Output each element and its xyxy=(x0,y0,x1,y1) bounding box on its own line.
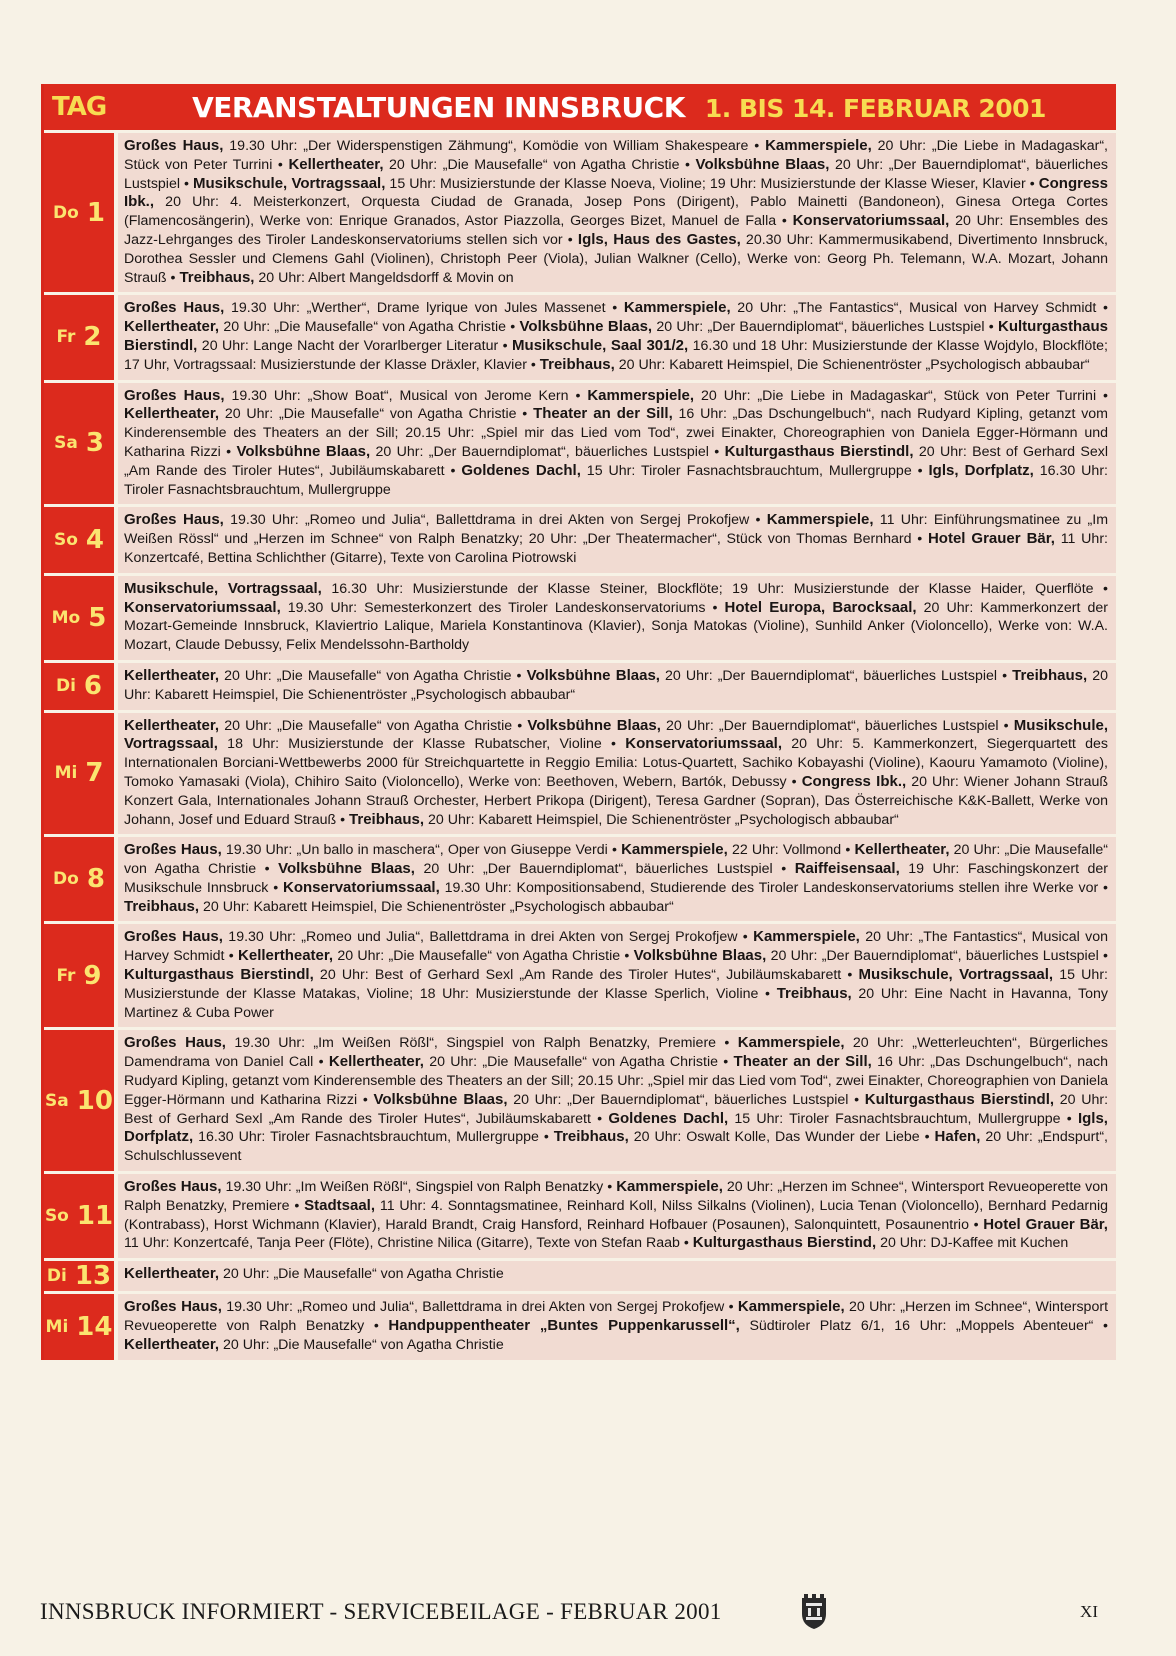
event-details: 20 Uhr: Best of Gerhard Sexl „Am Rande des Tiroler Hutes“, Jubiläumskabarett • xyxy=(124,1091,1109,1127)
venue-name: Treibhaus, xyxy=(539,355,615,373)
venue-name: Kulturgasthaus Bierstind, xyxy=(692,1234,877,1252)
venue-name: Volksbühne Blaas, xyxy=(526,666,660,684)
event-details: 20 Uhr: „Die Mausefalle“ von Agatha Christie • xyxy=(219,406,534,423)
event-details: 20 Uhr: „Die Mausefalle“ von Agatha Christie • xyxy=(383,156,696,173)
event-details: 20 Uhr: „Die Liebe in Madagaskar“, Stück von Peter Turrini • xyxy=(124,138,1108,173)
venue-name: Volksbühne Blaas, xyxy=(527,716,661,734)
event-details: 20 Uhr: Kabarett Heimspiel, Die Schienentröster „Psychologisch abbaubar“ xyxy=(614,356,1090,373)
venue-name: Volksbühne Blaas, xyxy=(695,155,830,173)
event-details: 20 Uhr: Best of Gerhard Sexl „Am Rande des Tiroler Hutes“, Jubiläumskabarett • xyxy=(124,443,1109,479)
day-cell xyxy=(44,837,114,921)
day-cell xyxy=(44,663,114,710)
event-details: 19.30 Uhr: „Im Weißen Rößl“, Singspiel von Ralph Benatzky, Premiere • xyxy=(225,1035,738,1052)
venue-name: Kulturgasthaus Bierstindl, xyxy=(124,318,1109,354)
venue-name: Congress Ibk., xyxy=(124,174,1108,211)
venue-name: Theater an der Sill, xyxy=(733,1053,872,1071)
event-details: 20 Uhr: „Die Liebe in Madagaskar“, Stück von Peter Turrini • xyxy=(694,387,1108,404)
venue-name: Großes Haus, xyxy=(124,511,224,529)
venue-name: Igls, Dorfplatz, xyxy=(124,1109,1108,1146)
venue-name: Konservatoriumssaal, xyxy=(283,878,440,896)
event-details: 16 Uhr: „Das Dschungelbuch“, nach Rudyard Kipling, getanzt vom Kinderensemble des Theaters an der Sill; 20.15 Uhr: „Spiel mir das Lied vom Tod“, zwei Einakter, Choreographien von Daniela Egger-Hörmann und Katharina Rizzi • xyxy=(124,1054,1108,1108)
event-details: 20 Uhr: „Endspurt“, Schulschlussevent xyxy=(124,1129,1108,1165)
venue-name: Treibhaus, xyxy=(1012,666,1088,684)
venue-name: Konservatoriumssaal, xyxy=(124,598,281,616)
venue-name: Kellertheater, xyxy=(854,841,950,859)
venue-name: Goldenes Dachl, xyxy=(461,461,581,479)
day-number: 11 xyxy=(76,1201,114,1232)
event-details: 20 Uhr: Lange Nacht der Vorarlberger Literatur • xyxy=(197,337,513,354)
event-details: 11 Uhr: Konzertcafé, Bettina Schlichther (Gitarre), Texte von Carolina Piotrowski xyxy=(124,531,1108,566)
weekday-label: So xyxy=(53,530,78,551)
venue-name: Kellertheater, xyxy=(124,318,220,336)
venue-name: Kulturgasthaus Bierstindl, xyxy=(124,966,314,984)
day-row xyxy=(44,710,1116,835)
event-details: 20 Uhr: „Wetterleuchten“, Bürgerliches Damendrama von Daniel Call • xyxy=(124,1035,1109,1071)
event-details: 20 Uhr: „Der Bauerndiplomat“, bäuerliches Lustspiel • xyxy=(652,319,998,336)
venue-name: Hotel Grauer Bär, xyxy=(927,530,1055,548)
day-cell xyxy=(44,1294,114,1359)
venue-name: Kammerspiele, xyxy=(587,386,695,404)
venue-name: Großes Haus, xyxy=(124,1298,222,1316)
event-details: 19.30 Uhr: „Werther“, Drame lyrique von Jules Massenet • xyxy=(224,300,624,317)
venue-name: Großes Haus, xyxy=(124,137,224,154)
event-details: 20 Uhr: Oswalt Kolle, Das Wunder der Liebe • xyxy=(628,1129,935,1146)
event-details: 20 Uhr: „Der Bauerndiplomat“, bäuerliches Lustspiel • xyxy=(124,156,1108,192)
event-details: 20 Uhr: „Der Bauerndiplomat“, bäuerliches Lustspiel • xyxy=(660,717,1014,734)
event-details: 20 Uhr: 4. Meisterkonzert, Orquesta Ciudad de Granada, Josep Pons (Dirigent), Pablo Mainetti (Bandoneon), Ginesa Ortega Cortes (Flamencosängerin), Werke von: Enrique Granados, Astor Piazzolla, Georges Bizet, Manuel de Falla • xyxy=(124,194,1108,230)
venue-name: Kammerspiele, xyxy=(616,1178,723,1196)
event-details: 20 Uhr: „Die Mausefalle“ von Agatha Christie • xyxy=(219,319,520,336)
day-row xyxy=(44,573,1116,660)
venue-name: Kellertheater, xyxy=(238,947,334,965)
venue-name: Hotel Europa, Barocksaal, xyxy=(724,598,917,616)
page-number: XI xyxy=(1080,1602,1098,1621)
day-number: 7 xyxy=(85,758,104,789)
weekday-label: Fr xyxy=(56,965,76,986)
event-rows xyxy=(44,130,1116,1360)
events-text xyxy=(118,1261,1116,1291)
event-details: 20 Uhr: Wiener Johann Strauß Konzert Gala, Internationales Johann Strauß Orchester, Herbert Prikopa (Dirigent), Teresa Gardner (Sopran), Das Österreichische K&K-Ballett, Werke von Johann, Josef und Eduard Strauß • xyxy=(124,773,1109,828)
day-row xyxy=(44,1171,1116,1258)
venue-name: Kulturgasthaus Bierstindl, xyxy=(864,1090,1055,1108)
event-details: 20 Uhr: „Der Bauerndiplomat“, bäuerliches Lustspiel • xyxy=(659,667,1013,684)
day-row xyxy=(44,921,1116,1027)
day-cell xyxy=(44,1030,114,1171)
day-number: 3 xyxy=(85,428,104,459)
day-row xyxy=(44,1291,1116,1359)
event-details: 20 Uhr: „Herzen im Schnee“, Wintersport Revueoperette von Ralph Benatzky, Premiere • xyxy=(124,1179,1108,1214)
day-number: 4 xyxy=(85,525,105,556)
event-details: 20 Uhr: Kammerkonzert der Mozart-Gemeinde Innsbruck, Klaviertrio Lalique, Mariela Konstantinova (Klavier), Sonja Matokas (Violine), Sunhild Anker (Violoncello), Werke von: W.A. Mozart, Claude Debussy, Felix Mendelssohn-Bartholdy xyxy=(124,599,1108,654)
day-number: 9 xyxy=(83,960,102,991)
venue-name: Treibhaus, xyxy=(349,810,425,828)
event-details: 20 Uhr: „Die Mausefalle“ von Agatha Christie • xyxy=(219,667,527,684)
events-text xyxy=(118,663,1116,710)
event-details: Südtiroler Platz 6/1, 16 Uhr: „Moppels Abenteuer“ • xyxy=(739,1318,1108,1335)
event-details: 20 Uhr: „Die Mausefalle“ von Agatha Christie • xyxy=(423,1054,734,1071)
venue-name: Kellertheater, xyxy=(328,1053,424,1071)
event-details: 16.30 Uhr: Tiroler Fasnachtsbrauchtum, Mullergruppe xyxy=(124,462,1108,498)
event-details: 16 Uhr: „Das Dschungelbuch“, nach Rudyard Kipling, getanzt vom Kinderensemble des Theaters an der Sill; 20.15 Uhr: „Spiel mir das Lied vom Tod“, zwei Einakter, Choreographien von Daniela Egger-Hörmann und Katharina Rizzi • xyxy=(124,406,1108,460)
venue-name: Konservatoriumssaal, xyxy=(625,735,783,753)
day-cell xyxy=(44,924,114,1027)
date-range: 1. BIS 14. FEBRUAR 2001 xyxy=(704,93,1046,123)
event-details: 19.30 Uhr: „Romeo und Julia“, Ballettdrama in drei Akten von Sergej Prokofjew • xyxy=(221,1299,738,1316)
events-text xyxy=(118,295,1116,379)
event-details: 20 Uhr: „Der Bauerndiplomat“, bäuerliches Lustspiel • xyxy=(414,861,795,878)
events-text xyxy=(118,1294,1116,1359)
venue-name: Musikschule, Vortragssaal, xyxy=(124,579,322,597)
day-cell xyxy=(44,1261,114,1291)
venue-name: Volksbühne Blaas, xyxy=(633,947,767,965)
event-details: 15 Uhr: Musizierstunde der Klasse Matakas, Violine; 18 Uhr: Musizierstunde der Klasse Sperlich, Violine • xyxy=(124,967,1108,1002)
event-details: 20 Uhr: Albert Mangeldsdorff & Movin on xyxy=(254,269,514,286)
venue-name: Musikschule, Vortragssaal, xyxy=(193,174,386,192)
venue-name: Volksbühne Blaas, xyxy=(373,1090,508,1108)
weekday-label: Mo xyxy=(51,607,81,628)
venue-name: Großes Haus, xyxy=(124,841,222,859)
venue-name: Kellertheater, xyxy=(124,666,220,684)
event-details: 15 Uhr: Tiroler Fasnachtsbrauchtum, Mullergruppe • xyxy=(728,1110,1078,1127)
weekday-label: So xyxy=(44,1206,69,1227)
event-details: 20 Uhr: „Die Mausefalle“ von Agatha Christie • xyxy=(124,842,1108,878)
day-cell xyxy=(44,295,114,379)
events-text xyxy=(118,576,1116,660)
day-row xyxy=(44,1258,1116,1291)
events-text xyxy=(118,837,1116,921)
day-cell xyxy=(44,713,114,835)
venue-name: Treibhaus, xyxy=(179,268,255,286)
day-row xyxy=(44,1027,1116,1171)
event-details: 19 Uhr: Faschingskonzert der Musikschule Innsbruck • xyxy=(124,861,1109,896)
day-number: 8 xyxy=(86,864,105,895)
event-details: 15 Uhr: Tiroler Fasnachtsbrauchtum, Mullergruppe • xyxy=(580,462,929,479)
day-row xyxy=(44,504,1116,572)
day-row xyxy=(44,130,1116,292)
events-text xyxy=(118,133,1116,292)
day-number: 14 xyxy=(76,1311,113,1342)
venue-name: Großes Haus, xyxy=(124,1178,222,1196)
venue-name: Stadtsaal, xyxy=(304,1196,376,1214)
venue-name: Raiffeisensaal, xyxy=(794,860,900,878)
event-details: 11 Uhr: 4. Sonntagsmatinee, Reinhard Koll, Nilss Silkalns (Violinen), Lucia Tenan (Violoncello), Bernhard Pedarnig (Kontrabass), Horst Wichmann (Klavier), Harald Brandt, Craig Hansford, Reinhard Hofbauer (Posaunen), Salonquintett, Posaunentrio • xyxy=(124,1197,1108,1233)
weekday-label: Do xyxy=(53,869,79,890)
event-details: 20 Uhr: „The Fantastics“, Musical von Harvey Schmidt • xyxy=(124,929,1109,965)
event-details: 19.30 Uhr: „Romeo und Julia“, Ballettdrama in drei Akten von Sergej Prokofjew • xyxy=(223,512,767,529)
weekday-label: Mi xyxy=(54,763,78,784)
weekday-label: Sa xyxy=(54,433,78,454)
event-details: 11 Uhr: Konzertcafé, Tanja Peer (Flöte), Christine Nilica (Gitarre), Texte von Stefan Raab • xyxy=(124,1235,693,1252)
venue-name: Kammerspiele, xyxy=(737,1298,845,1316)
day-cell xyxy=(44,507,114,572)
event-details: 20 Uhr: DJ-Kaffee mit Kuchen xyxy=(876,1235,1069,1252)
event-details: 15 Uhr: Musizierstunde der Klasse Noeva, Violine; 19 Uhr: Musizierstunde der Klasse Wieser, Klavier • xyxy=(385,175,1039,192)
day-cell xyxy=(44,383,114,505)
venue-name: Treibhaus, xyxy=(553,1128,629,1146)
event-details: 19.30 Uhr: Semesterkonzert des Tiroler Landeskonservatoriums • xyxy=(280,599,725,616)
event-details: 18 Uhr: Musizierstunde der Klasse Rubatscher, Violine • xyxy=(217,736,626,753)
venue-name: Großes Haus, xyxy=(124,1034,226,1052)
page-title xyxy=(122,91,1116,124)
weekday-label: Mi xyxy=(45,1316,69,1337)
event-details: 20 Uhr: Kabarett Heimspiel, Die Schienentröster „Psychologisch abbaubar“ xyxy=(199,898,674,915)
day-number: 5 xyxy=(88,602,107,633)
event-details: 20 Uhr: „The Fantastics“, Musical von Harvey Schmidt • xyxy=(730,300,1109,317)
weekday-label: Sa xyxy=(45,1090,69,1111)
venue-name: Hafen, xyxy=(934,1128,981,1146)
weekday-label: Di xyxy=(46,1266,67,1287)
day-cell xyxy=(44,1174,114,1258)
day-row xyxy=(44,292,1116,379)
venue-name: Kammerspiele, xyxy=(623,299,731,317)
page-footer xyxy=(40,1594,1112,1630)
event-details: 19.30 Uhr: „Show Boat“, Musical von Jerome Kern • xyxy=(224,387,588,404)
day-number: 2 xyxy=(83,322,102,353)
venue-name: Handpuppentheater „Buntes Puppenkarussell“, xyxy=(388,1317,740,1335)
event-details: 20 Uhr: „Herzen im Schnee“, Wintersport Revueoperette von Ralph Benatzky • xyxy=(124,1299,1109,1335)
event-details: 20 Uhr: 5. Kammerkonzert, Siegerquartett des Internationalen Borciani-Wettbewerbs 2000 für Streichquartette in Reggio Emilia: Lotus-Quartett, Sachiko Kobayashi (Violine), Kaouru Yamamoto (Violine), Tomoko Yamasaki (Viola), Chihiro Saito (Violoncello), Werke von: Beethoven, Webern, Bartók, Debussy • xyxy=(124,736,1108,790)
day-number: 1 xyxy=(86,197,105,228)
event-details: 20 Uhr: Kabarett Heimspiel, Die Schienentröster „Psychologisch abbaubar“ xyxy=(124,667,1108,703)
venue-name: Großes Haus, xyxy=(124,928,223,946)
event-details: 20 Uhr: „Der Bauerndiplomat“, bäuerliches Lustspiel • xyxy=(370,443,725,460)
title-text: VERANSTALTUNGEN INNSBRUCK xyxy=(192,90,685,124)
venue-name: Theater an der Sill, xyxy=(533,405,673,423)
venue-name: Kammerspiele, xyxy=(766,511,874,529)
venue-name: Großes Haus, xyxy=(124,299,225,317)
event-details: 20 Uhr: „Die Mausefalle“ von Agatha Christie xyxy=(219,1266,504,1283)
event-details: 20 Uhr: „Die Mausefalle“ von Agatha Christie • xyxy=(219,717,528,734)
venue-name: Kulturgasthaus Bierstindl, xyxy=(724,442,914,460)
venue-name: Kellertheater, xyxy=(124,405,220,423)
event-details: 20 Uhr: „Die Mausefalle“ von Agatha Christie xyxy=(219,1336,504,1353)
venue-name: Kellertheater, xyxy=(124,1335,220,1353)
event-details: 20.30 Uhr: Kammermusikabend, Divertimento Innsbruck, Dorothea Sessler und Clemens Gahl (Violinen), Christoph Peer (Viola), Julian Walkner (Cello), Werke von: Georg Ph. Telemann, W.A. Mozart, Johann Strauß • xyxy=(124,231,1108,286)
event-details: 19.30 Uhr: „Un ballo in maschera“, Oper von Giuseppe Verdi • xyxy=(221,842,622,859)
innsbruck-crest-icon xyxy=(800,1594,828,1630)
event-details: 16.30 Uhr: Tiroler Fasnachtsbrauchtum, Mullergruppe • xyxy=(193,1129,554,1146)
venue-name: Igls, Haus des Gastes, xyxy=(577,230,741,248)
venue-name: Treibhaus, xyxy=(124,897,200,915)
day-cell xyxy=(44,576,114,660)
events-text xyxy=(118,1030,1116,1171)
events-text xyxy=(118,507,1116,572)
events-text xyxy=(118,1174,1116,1258)
event-details: 20 Uhr: „Der Bauerndiplomat“, bäuerliches Lustspiel • xyxy=(507,1091,865,1108)
venue-name: Igls, Dorfplatz, xyxy=(928,461,1034,479)
venue-name: Musikschule, Vortragssaal, xyxy=(858,966,1054,984)
event-details: 19.30 Uhr: Kompositionsabend, Studierende des Tiroler Landeskonservatoriums stellen ihre Werke vor • xyxy=(439,879,1108,896)
venue-name: Kammerspiele, xyxy=(737,1034,845,1052)
venue-name: Volksbühne Blaas, xyxy=(519,318,653,336)
event-details: 19.30 Uhr: „Im Weißen Rößl“, Singspiel von Ralph Benatzky • xyxy=(221,1179,617,1196)
event-details: 16.30 Uhr: Musizierstunde der Klasse Steiner, Blockflöte; 19 Uhr: Musizierstunde der Klasse Haider, Querflöte • xyxy=(321,580,1108,597)
venue-name: Congress Ibk., xyxy=(801,772,907,790)
venue-name: Konservatoriumssaal, xyxy=(792,212,950,230)
publication-title: INNSBRUCK INFORMIERT - SERVICEBEILAGE - FEBRUAR 2001 xyxy=(40,1599,722,1624)
event-details: 16.30 und 18 Uhr: Musizierstunde der Klasse Wojdylo, Blockflöte; 17 Uhr, Vortragssaal: Musizierstunde der Klasse Dräxler, Klavier • xyxy=(124,337,1109,373)
day-number: 10 xyxy=(76,1085,113,1116)
events-text xyxy=(118,924,1116,1027)
event-details: 19.30 Uhr: „Romeo und Julia“, Ballettdrama in drei Akten von Sergej Prokofjew • xyxy=(222,929,754,946)
day-row xyxy=(44,834,1116,921)
day-row xyxy=(44,660,1116,710)
event-details: 11 Uhr: Einführungsmatinee zu „Im Weißen Rössl“ und „Herzen im Schnee“ von Ralph Benatzky; 20 Uhr: „Der Theatermacher“, Stück von Thomas Bernhard • xyxy=(124,512,1109,548)
event-details: 20 Uhr: „Die Mausefalle“ von Agatha Christie • xyxy=(333,948,634,965)
venue-name: Kammerspiele, xyxy=(621,841,728,859)
column-header-day: TAG xyxy=(52,92,107,122)
venue-name: Goldenes Dachl, xyxy=(608,1109,729,1127)
venue-name: Kammerspiele, xyxy=(765,137,872,154)
event-details: 20 Uhr: „Der Bauerndiplomat“, bäuerliches Lustspiel • xyxy=(766,948,1108,965)
weekday-label: Fr xyxy=(56,327,76,348)
venue-name: Kellertheater, xyxy=(124,1265,220,1283)
event-details: 20 Uhr: Best of Gerhard Sexl „Am Rande des Tiroler Hutes“, Jubiläumskabarett • xyxy=(313,967,859,984)
weekday-label: Di xyxy=(55,676,76,697)
venue-name: Musikschule, Vortragssaal, xyxy=(124,716,1108,753)
venue-name: Hotel Grauer Bär, xyxy=(983,1215,1108,1233)
venue-name: Musikschule, Saal 301/2, xyxy=(512,336,689,354)
venue-name: Kellertheater, xyxy=(288,155,384,173)
venue-name: Kammerspiele, xyxy=(753,928,860,946)
event-details: 22 Uhr: Vollmond • xyxy=(727,842,855,859)
venue-name: Volksbühne Blaas, xyxy=(236,442,371,460)
venue-name: Großes Haus, xyxy=(124,386,225,404)
day-cell xyxy=(44,133,114,292)
event-details: 20 Uhr: Kabarett Heimspiel, Die Schienentröster „Psychologisch abbaubar“ xyxy=(424,811,899,828)
day-number: 13 xyxy=(74,1261,112,1292)
event-details: 20 Uhr: Eine Nacht in Havanna, Tony Martinez & Cuba Power xyxy=(124,985,1108,1021)
events-text xyxy=(118,713,1116,835)
day-row xyxy=(44,380,1116,505)
events-table xyxy=(41,84,1116,1360)
event-details: 19.30 Uhr: „Der Widerspenstigen Zähmung“, Komödie von William Shakespeare • xyxy=(223,138,766,154)
events-text xyxy=(118,383,1116,505)
day-number: 6 xyxy=(83,671,103,702)
venue-name: Treibhaus, xyxy=(776,984,852,1002)
event-details: 20 Uhr: Ensembles des Jazz-Lehrganges des Tiroler Landeskonservatoriums stellen sich vor • xyxy=(124,213,1108,248)
venue-name: Kellertheater, xyxy=(124,716,220,734)
venue-name: Volksbühne Blaas, xyxy=(278,860,415,878)
weekday-label: Do xyxy=(53,202,79,223)
table-header xyxy=(44,84,1116,130)
